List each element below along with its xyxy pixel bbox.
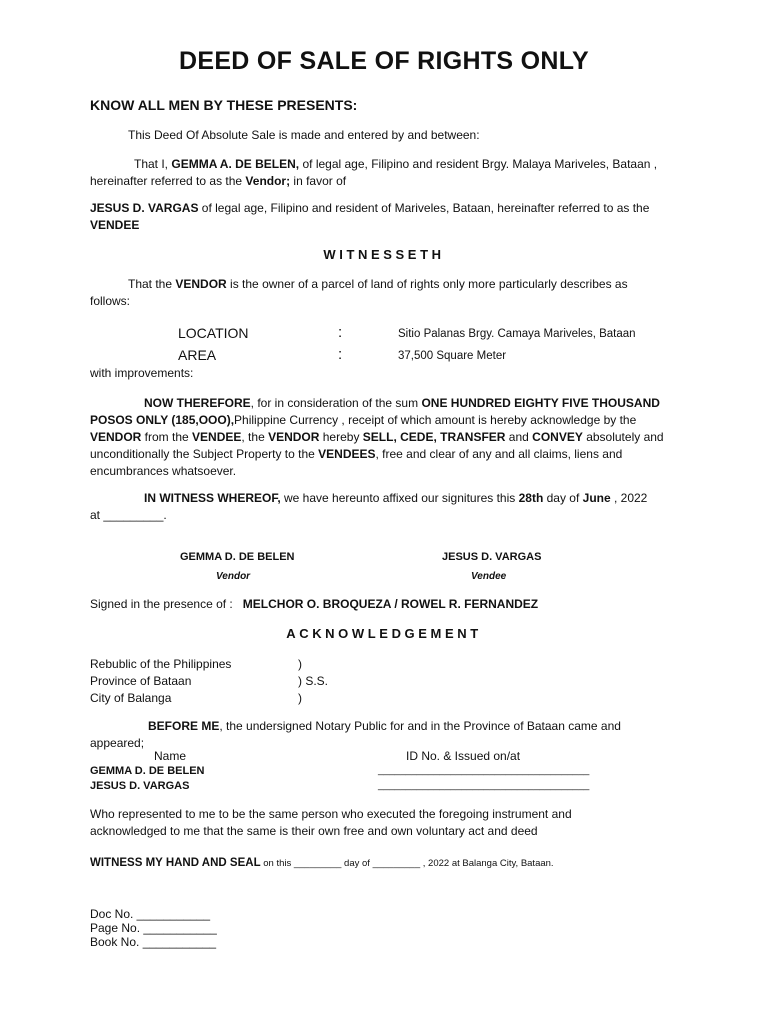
venue-paren-3: ) — [298, 691, 302, 705]
witnesses-line: Signed in the presence of : MELCHOR O. BROQUEZA / ROWEL R. FERNANDEZ — [90, 597, 539, 611]
venue-republic: Rebublic of the Philippines — [90, 657, 232, 671]
consideration-paragraph: NOW THEREFORE, for in consideration of the sum ONE HUNDRED EIGHTY FIVE THOUSAND POSOS ONLY (185,OOO),Philippine Currency , receipt of which amount is hereby acknowledge by the VENDOR from the VENDEE, the VENDOR hereby SELL, CEDE, TRANSFER and CONVEY absolutely and unconditionally the Subject Property to the VENDEES, free and clear of any and all claims, liens and encumbrances whatsoever. — [90, 396, 664, 478]
improvements-text: with improvements: — [90, 366, 194, 380]
id-table-name-header: Name — [154, 749, 187, 763]
page-number: Page No. ___________ — [90, 921, 217, 935]
vendor-paragraph: That I, GEMMA A. DE BELEN, of legal age, Filipino and resident Brgy. Malaya Mariveles, Bataan , hereinafter referred to as the Vendor; in favor of — [90, 157, 658, 188]
location-colon: : — [338, 324, 343, 341]
intro-paragraph: This Deed Of Absolute Sale is made and entered by and between: — [128, 128, 480, 142]
venue-paren-1: ) — [298, 657, 302, 671]
vendor-name: GEMMA A. DE BELEN, — [171, 157, 300, 171]
vendee-name: JESUS D. VARGAS — [90, 201, 199, 215]
book-number: Book No. ___________ — [90, 935, 217, 949]
area-colon: : — [338, 346, 343, 363]
id-table-id-header: ID No. & Issued on/at — [406, 749, 521, 763]
witness-hand-line: WITNESS MY HAND AND SEAL on this _________ day of _________ , 2022 at Balanga City, Bataan. — [90, 857, 554, 869]
area-value: 37,500 Square Meter — [398, 350, 507, 362]
intro-heading: KNOW ALL MEN BY THESE PRESENTS: — [90, 97, 358, 113]
venue-paren-2: ) S.S. — [298, 674, 329, 688]
venue-city: City of Balanga — [90, 691, 172, 705]
id-row-1-line: ______________________________________ — [378, 765, 590, 776]
location-label: LOCATION — [178, 325, 249, 341]
area-label: AREA — [178, 347, 217, 363]
doc-number: Doc No. ___________ — [90, 907, 211, 921]
ownership-paragraph: That the VENDOR is the owner of a parcel of land of rights only more particularly describes as follows: — [90, 277, 628, 308]
id-row-2-name: JESUS D. VARGAS — [90, 780, 190, 792]
signing-paragraph: IN WITNESS WHEREOF, we have hereunto affixed our signitures this 28th day of June , 2022 at _________. — [90, 491, 648, 522]
document-title: DEED OF SALE OF RIGHTS ONLY — [179, 47, 589, 75]
acknowledgement-heading: ACKNOWLEDGEMENT — [286, 626, 482, 641]
location-value: Sitio Palanas Brgy. Camaya Mariveles, Bataan — [398, 328, 636, 340]
witness-names: MELCHOR O. BROQUEZA / ROWEL R. FERNANDEZ — [242, 597, 539, 611]
representation-paragraph: Who represented to me to be the same person who executed the foregoing instrument and acknowledged to me that the same is their own free and own voluntary act and deed — [90, 807, 572, 838]
id-row-2-line: ______________________________________ — [378, 780, 590, 791]
vendee-role: Vendee — [471, 571, 507, 582]
witnesseth-heading: WITNESSETH — [323, 247, 445, 262]
vendor-role: Vendor — [216, 571, 251, 582]
vendor-signatory-name: GEMMA D. DE BELEN — [180, 551, 295, 563]
vendee-paragraph: JESUS D. VARGAS of legal age, Filipino and resident of Mariveles, Bataan, hereinafter referred to as the VENDEE — [90, 201, 650, 232]
id-row-1-name: GEMMA D. DE BELEN — [90, 765, 205, 777]
appearance-paragraph: BEFORE ME, the undersigned Notary Public for and in the Province of Bataan came and appeared; — [90, 719, 621, 750]
vendee-signatory-name: JESUS D. VARGAS — [442, 551, 542, 563]
venue-province: Province of Bataan — [90, 674, 192, 688]
